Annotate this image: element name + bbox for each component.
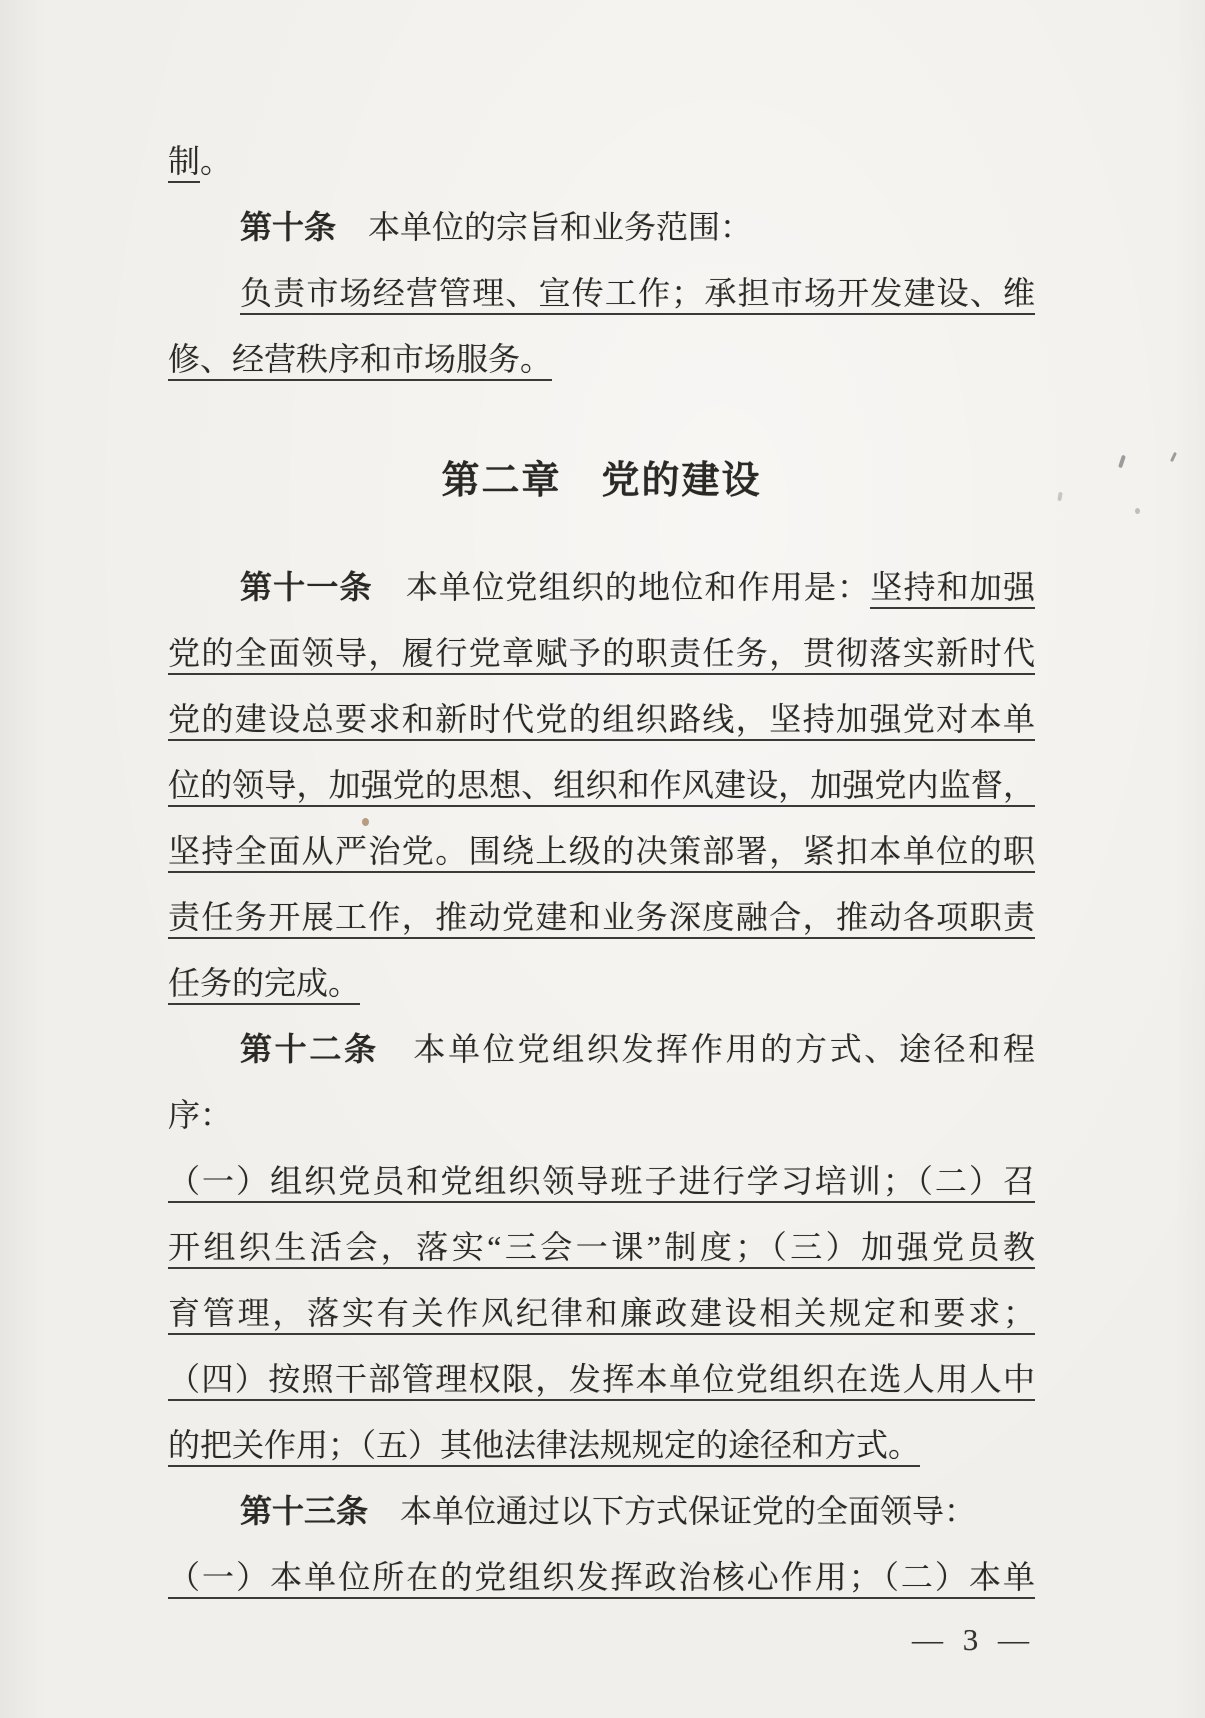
text-line	[168, 194, 1035, 260]
text-line	[168, 1280, 1035, 1346]
text-segment: 本单位党组织发挥作用的方式、途径和程	[378, 1031, 1035, 1067]
underlined-text: （一）本单位所在的党组织发挥政治核心作用；（二）本单	[168, 1559, 1035, 1599]
text-segment: 本单位通过以下方式保证党的全面领导：	[368, 1493, 977, 1529]
underlined-text: 负责市场经营管理、宣传工作；承担市场开发建设、维	[240, 275, 1035, 315]
underlined-text: 责任务开展工作，推动党建和业务深度融合，推动各项职责	[168, 899, 1035, 939]
page-number: — 3 —	[912, 1622, 1035, 1657]
text-line	[168, 884, 1035, 950]
article-label: 第十条	[240, 209, 337, 245]
text-body	[168, 128, 1035, 1662]
underlined-text: 坚持全面从严治党。围绕上级的决策部署，紧扣本单位的职	[168, 833, 1035, 873]
scan-speck	[1057, 492, 1063, 502]
text-line	[168, 128, 1035, 194]
text-line	[168, 752, 1035, 818]
text-line	[168, 1544, 1035, 1610]
pen-mark	[1118, 455, 1126, 469]
text-segment: 本单位党组织的地位和作用是：	[372, 569, 871, 605]
scan-speck	[362, 818, 369, 826]
text-line	[168, 950, 1035, 1016]
text-segment: 本单位的宗旨和业务范围：	[336, 209, 753, 245]
underlined-text: 位的领导，加强党的思想、组织和作风建设，加强党内监督，	[168, 767, 1035, 807]
underlined-text: 开组织生活会，落实“三会一课”制度；（三）加强党员教	[168, 1229, 1035, 1269]
chapter-heading	[168, 448, 1035, 514]
underlined-text: 的把关作用；（五）其他法律法规规定的途径和方式。	[168, 1427, 920, 1467]
text-line	[168, 1016, 1035, 1082]
scan-speck	[1135, 508, 1140, 514]
text-line	[168, 554, 1035, 620]
text-segment: 。	[200, 143, 233, 179]
underlined-text: 党的建设总要求和新时代党的组织路线，坚持加强党对本单	[168, 701, 1035, 741]
underlined-text: （一）组织党员和党组织领导班子进行学习培训；（二）召	[168, 1163, 1035, 1203]
text-line	[168, 818, 1035, 884]
text-line	[168, 1214, 1035, 1280]
text-line	[168, 620, 1035, 686]
article-label: 第十三条	[240, 1493, 369, 1529]
underlined-text: 党的全面领导，履行党章赋予的职责任务，贯彻落实新时代	[168, 635, 1035, 675]
text-line	[168, 1412, 1035, 1478]
article-label: 第二章 党的建设	[441, 460, 762, 502]
text-line	[168, 1082, 1035, 1148]
article-label: 第十二条	[240, 1031, 379, 1067]
text-line	[168, 326, 1035, 392]
text-line	[168, 1478, 1035, 1544]
text-line	[168, 260, 1035, 326]
text-line	[168, 1148, 1035, 1214]
text-line	[168, 686, 1035, 752]
pen-mark	[1170, 452, 1177, 462]
underlined-text: 育管理，落实有关作风纪律和廉政建设相关规定和要求；	[168, 1295, 1035, 1335]
underlined-text: 坚持和加强	[870, 569, 1035, 609]
text-line	[168, 1346, 1035, 1412]
underlined-text: 修、经营秩序和市场服务。	[168, 341, 552, 381]
article-label: 第十一条	[240, 569, 373, 605]
underlined-text: （四）按照干部管理权限，发挥本单位党组织在选人用人中	[168, 1361, 1035, 1401]
text-segment: 序：	[168, 1097, 233, 1133]
underlined-text: 任务的完成。	[168, 965, 360, 1005]
underlined-text: 制	[168, 143, 200, 183]
